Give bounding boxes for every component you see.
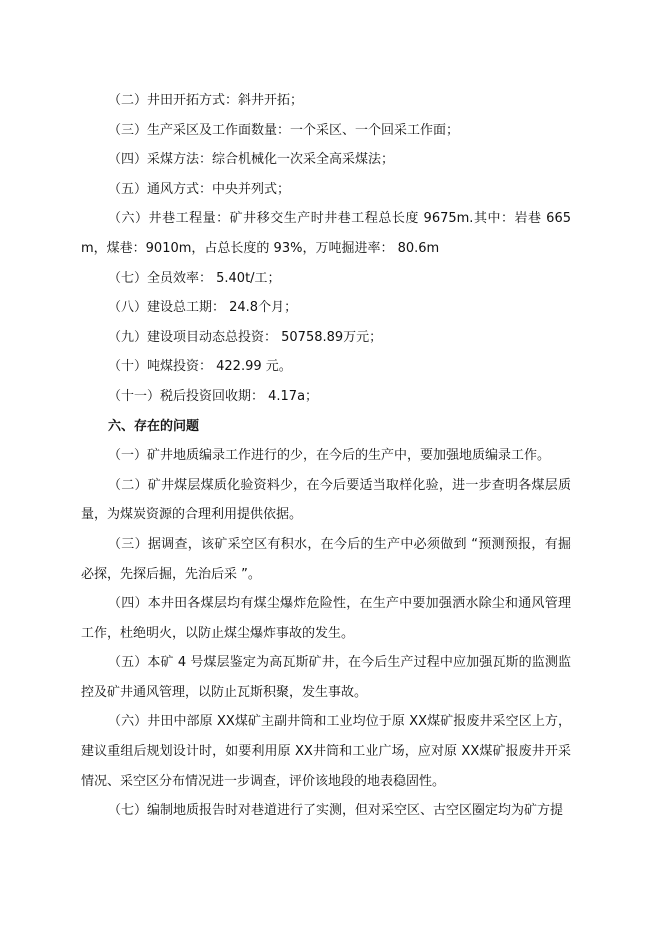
item-tunnel-works: （六）井巷工程量：矿井移交生产时井巷工程总长度 9675m.其中：岩巷 665m，煤巷：9010m，占总长度的 93%，万吨掘进率： 80.6m	[81, 211, 571, 256]
item-construction-period: （八）建设总工期： 24.8个月；	[108, 300, 298, 316]
item-working-face: （三）生产采区及工作面数量：一个采区、一个回采工作面；	[108, 122, 460, 138]
problem-shaft-location: （六）井田中部原 XX煤矿主副井筒和工业均位于原 XX煤矿报废井采空区上方，建议重组后规划设计时，如要利用原 XX井筒和工业广场，应对原 XX煤矿报废井开采情况、采空区分布情况进一步调查，评价该地段的地表稳固性。	[81, 714, 571, 789]
item-coal-method: （四）采煤方法：综合机械化一次采全高采煤法；	[108, 152, 395, 168]
problem-geology-logging: （一）矿井地质编录工作进行的少，在今后的生产中，要加强地质编录工作。	[108, 448, 551, 464]
problem-coal-quality: （二）矿井煤层煤质化验资料少，在今后要适当取样化验，进一步查明各煤层质量，为煤炭资源的合理利用提供依据。	[81, 477, 571, 523]
problem-survey: （七）编制地质报告时对巷道进行了实测，但对采空区、古空区圈定均为矿方提	[108, 803, 564, 819]
item-payback-period: （十一）税后投资回收期： 4.17a；	[108, 388, 319, 404]
problem-gas: （五）本矿 4 号煤层鉴定为高瓦斯矿井，在今后生产过程中应加强瓦斯的监测监控及矿井通风管理，以防止瓦斯积聚，发生事故。	[81, 655, 571, 700]
item-mining-method: （二）井田开拓方式：斜井开拓；	[108, 93, 304, 108]
item-total-investment: （九）建设项目动态总投资： 50758.89万元；	[108, 329, 383, 345]
document-body	[81, 86, 571, 826]
section-heading-problems: 六、存在的问题	[108, 418, 200, 434]
problem-coal-dust: （四）本井田各煤层均有煤尘爆炸危险性，在生产中要加强洒水除尘和通风管理工作，杜绝明火，以防止煤尘爆炸事故的发生。	[81, 596, 571, 641]
item-per-ton-investment: （十）吨煤投资： 422.99 元。	[108, 359, 292, 375]
item-ventilation: （五）通风方式：中央并列式；	[108, 181, 291, 197]
item-efficiency: （七）全员效率： 5.40t/工；	[108, 270, 281, 286]
problem-water-accumulation: （三）据调查，该矿采空区有积水，在今后的生产中必须做到 “预测预报，有掘必探，先探后掘，先治后采 ”。	[81, 536, 571, 582]
